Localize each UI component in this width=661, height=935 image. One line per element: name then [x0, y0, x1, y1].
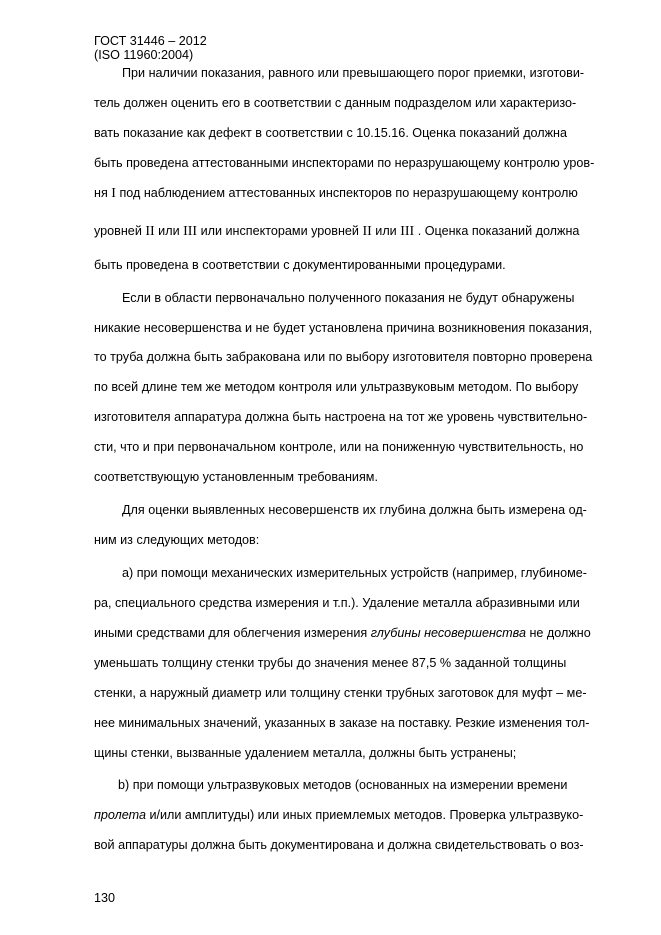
text-line: вать показание как дефект в соответствии с 10.15.16. Оценка показаний должна: [94, 126, 568, 140]
text-line: ра, специального средства измерения и т.п.). Удаление металла абразивными или: [94, 596, 580, 610]
text-line: уменьшать толщину стенки трубы до значения менее 87,5 % заданной толщины: [94, 656, 567, 670]
standard-designation: ГОСТ 31446 – 2012: [94, 34, 207, 48]
text-run: не должно: [525, 626, 591, 640]
text-run: . Оценка показаний должна: [414, 224, 580, 238]
text-line: вой аппаратуры должна быть документирована и должна свидетельствовать о воз-: [94, 838, 584, 852]
text-run: уровней: [94, 224, 146, 238]
text-run: под наблюдением аттестованных инспекторов по неразрушающему контролю: [115, 186, 578, 200]
text-line: щины стенки, вызванные удалением металла, должны быть устранены;: [94, 746, 517, 760]
text-run: или инспекторами уровней: [197, 224, 363, 238]
text-line: изготовителя аппаратура должна быть настроена на тот же уровень чувствительно-: [94, 410, 588, 424]
text-line: тель должен оценить его в соответствии с данным подразделом или характеризо-: [94, 96, 577, 110]
text-line: При наличии показания, равного или превышающего порог приемки, изготови-: [122, 66, 585, 80]
text-line: стенки, а наружный диаметр или толщину стенки трубных заготовок для муфт – ме-: [94, 686, 587, 700]
text-line: [94, 186, 578, 201]
text-line: Для оценки выявленных несовершенств их глубина должна быть измерена од-: [122, 503, 587, 517]
text-line: [94, 808, 583, 823]
text-line: b) при помощи ультразвуковых методов (основанных на измерении времени: [118, 778, 568, 792]
text-run: ня: [94, 186, 112, 200]
italic-term: пролета: [94, 808, 146, 822]
text-line: ним из следующих методов:: [94, 533, 260, 547]
text-line: то труба должна быть забракована или по выбору изготовителя повторно проверена: [94, 350, 593, 364]
text-line: соответствующую установленным требованиям.: [94, 470, 378, 484]
text-line: никакие несовершенства и не будет установлена причина возникновения показания,: [94, 321, 593, 335]
iso-reference: (ISO 11960:2004): [94, 48, 194, 62]
text-run: иными средствами для облегчения измерения: [94, 626, 371, 640]
text-line: быть проведена аттестованными инспекторами по неразрушающему контролю уров-: [94, 156, 595, 170]
roman-numeral: III: [400, 224, 415, 239]
text-line: по всей длине тем же методом контроля или ультразвуковым методом. По выбору: [94, 380, 579, 394]
page-number: 130: [94, 891, 116, 905]
text-line: нее минимальных значений, указанных в заказе на поставку. Резкие изменения тол-: [94, 716, 590, 730]
text-line: Если в области первоначально полученного показания не будут обнаружены: [122, 291, 575, 305]
text-line: [94, 224, 579, 239]
text-run: и/или амплитуды) или иных приемлемых методов. Проверка ультразвуко-: [145, 808, 584, 822]
text-run: или: [154, 224, 184, 238]
text-line: быть проведена в соответствии с документированными процедурами.: [94, 258, 506, 272]
roman-numeral: III: [183, 224, 198, 239]
text-line: a) при помощи механических измерительных устройств (например, глубиноме-: [122, 566, 587, 580]
text-line: [94, 626, 591, 641]
roman-numeral: II: [145, 224, 155, 239]
italic-term: глубины несовершенства: [370, 626, 526, 640]
text-line: сти, что и при первоначальном контроле, или на пониженную чувствительность, но: [94, 440, 584, 454]
text-run: или: [371, 224, 401, 238]
roman-numeral: II: [362, 224, 372, 239]
roman-numeral: I: [111, 186, 116, 201]
